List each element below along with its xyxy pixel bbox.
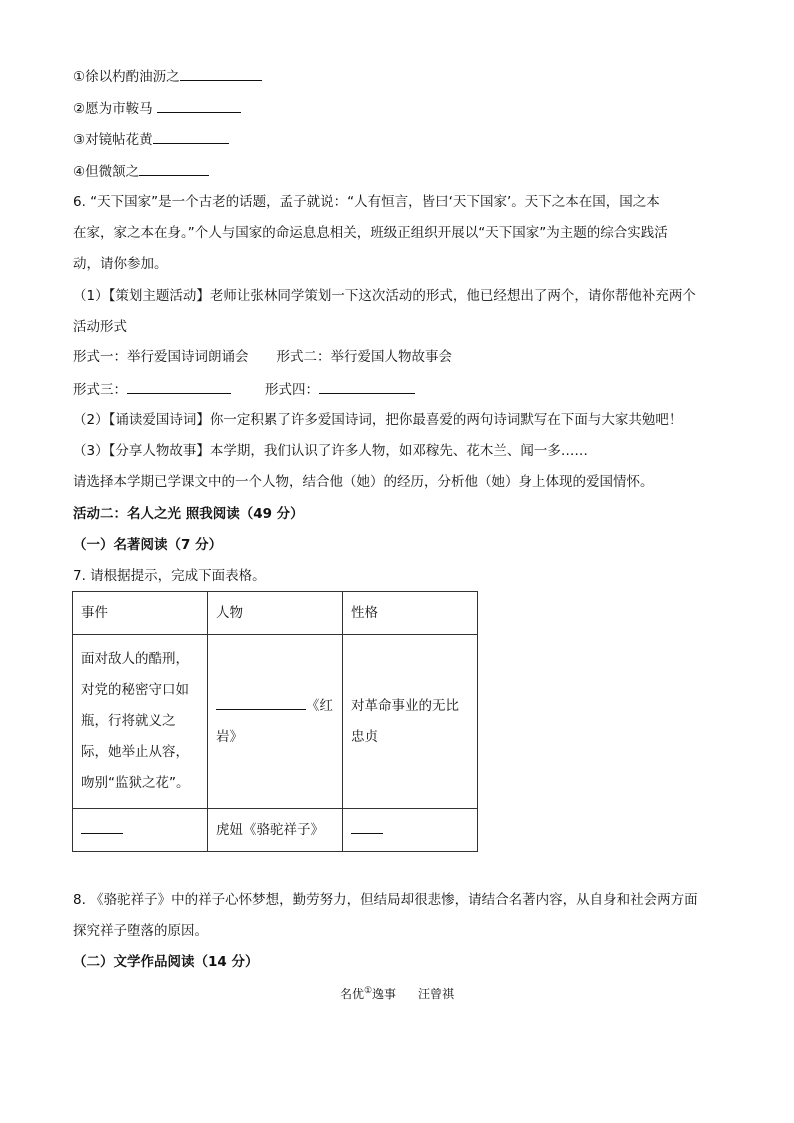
header-event: 事件 [73, 592, 208, 635]
events-table [72, 591, 478, 852]
q6-forms-row-1 [73, 347, 452, 367]
q6-part1-line-1: （1）【策划主题活动】老师让张林同学策划一下这次活动的形式，他已经想出了两个，请你帮他补充两个 [73, 288, 696, 304]
book-title-part: 《红 [306, 697, 333, 714]
table-header-row [73, 592, 478, 635]
event-cell [73, 635, 208, 809]
header-trait: 性格 [343, 592, 478, 635]
q6-part3-line-2: 请选择本学期已学课文中的一个人物，结合他（她）的经历，分析他（她）身上体现的爱国情怀。 [73, 474, 654, 490]
trait-cell-blank [343, 809, 478, 852]
footnote-marker: ① [363, 986, 373, 996]
trait-line: 对革命事业的无比 [351, 697, 459, 714]
item-1 [73, 66, 262, 87]
q8-line-1: 8. 《骆驼祥子》中的祥子心怀梦想，勤劳努力，但结局却很悲惨，请结合名著内容，从自身和社会两方面 [73, 892, 698, 908]
q6-part3-line-1: （3）【分享人物故事】本学期，我们认识了许多人物，如邓稼先、花木兰、闻一多…… [73, 443, 588, 459]
book-title-part: 岩》 [216, 728, 243, 745]
form-4-blank[interactable] [319, 379, 415, 394]
item-2-blank[interactable] [157, 98, 241, 113]
event-line: 对党的秘密守口如 [81, 682, 189, 698]
article-title-post: 逸事 [372, 987, 397, 1001]
item-3 [73, 129, 229, 150]
event-line: 瓶，行将就义之 [81, 713, 176, 729]
item-1-blank[interactable] [180, 66, 262, 81]
q6-forms-row-2 [73, 379, 415, 400]
trait-line: 忠贞 [351, 728, 378, 745]
event-blank[interactable] [81, 819, 123, 834]
q6-part1-line-2: 活动形式 [73, 319, 127, 335]
section2-title: （二）文学作品阅读（14 分） [73, 954, 259, 970]
trait-cell [343, 635, 478, 809]
item-4 [73, 161, 209, 182]
form-2: 形式二：举行爱国人物故事会 [276, 349, 452, 365]
event-cell-blank [73, 809, 208, 852]
item-2 [73, 98, 241, 119]
item-4-blank[interactable] [139, 161, 209, 176]
q6-intro-line-1: 6. “天下国家”是一个古老的话题，孟子就说：“人有恒言，皆曰‘天下国家’。天下之本在国，国之本 [73, 194, 660, 210]
item-3-blank[interactable] [153, 129, 229, 144]
item-3-text: ③对镜帖花黄 [73, 132, 153, 148]
q7-prompt: 7. 请根据提示，完成下面表格。 [73, 568, 266, 584]
form-4-label: 形式四： [265, 382, 319, 398]
item-2-text: ②愿为市鞍马 [73, 101, 157, 117]
section1-title: （一）名著阅读（7 分） [73, 537, 223, 553]
q6-intro-line-3: 动，请你参加。 [73, 256, 168, 272]
table-row [73, 635, 478, 809]
person-cell: 虎妞《骆驼祥子》 [208, 809, 343, 852]
item-4-text: ④但微颔之 [73, 164, 140, 180]
item-1-text: ①徐以杓酌油沥之 [73, 69, 180, 85]
person-blank[interactable] [216, 695, 306, 710]
article-author: 汪曾祺 [418, 987, 455, 1001]
person-cell [208, 635, 343, 809]
q6-part2: （2）【诵读爱国诗词】你一定积累了许多爱国诗词，把你最喜爱的两句诗词默写在下面与大家共勉吧！ [73, 412, 683, 428]
q6-intro-line-2: 在家，家之本在身。”个人与国家的命运息息相关，班级正组织开展以“天下国家”为主题的综合实践活 [73, 225, 668, 241]
form-1: 形式一：举行爱国诗词朗诵会 [73, 349, 249, 365]
event-line: 吻别“监狱之花”。 [81, 775, 190, 791]
form-3-label: 形式三： [73, 382, 127, 398]
event-line: 际，她举止从容， [81, 744, 189, 760]
header-person: 人物 [208, 592, 343, 635]
trait-blank[interactable] [351, 819, 383, 834]
activity2-title: 活动二：名人之光 照我阅读（49 分） [73, 506, 304, 522]
article-title-pre: 名优 [339, 987, 364, 1001]
event-line: 面对敌人的酷刑， [81, 651, 189, 667]
table-row [73, 809, 478, 852]
article-title [0, 985, 794, 1002]
q8-line-2: 探究祥子堕落的原因。 [73, 923, 208, 939]
form-3-blank[interactable] [127, 379, 231, 394]
